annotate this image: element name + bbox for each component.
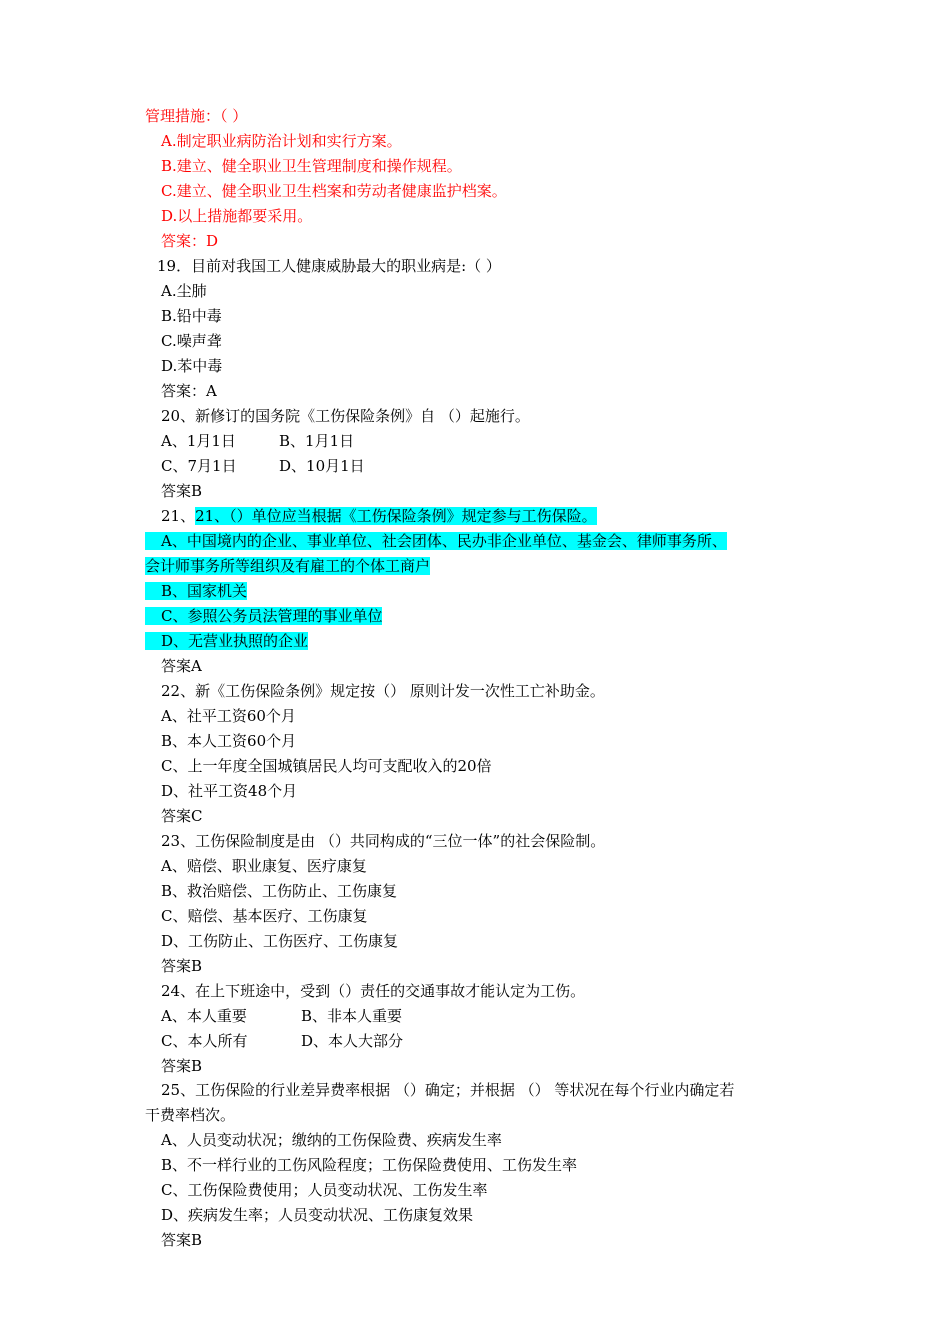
q19-stem: 19．目前对我国工人健康威胁最大的职业病是:（ ） [157, 257, 501, 275]
q20-option-d: D、10月1日 [279, 457, 365, 475]
q18-option-d: D.以上措施都要采用。 [161, 207, 313, 225]
q25-option-d: D、疾病发生率；人员变动状况、工伤康复效果 [161, 1206, 474, 1224]
q20-option-b: B、1月1日 [279, 432, 355, 450]
q19-answer: 答案：A [161, 382, 217, 400]
q18-option-b: B.建立、健全职业卫生管理制度和操作规程。 [161, 157, 462, 175]
q23-answer: 答案B [161, 957, 203, 975]
q19-option-c: C.噪声聋 [161, 332, 222, 350]
q25-option-b: B、不一样行业的工伤风险程度；工伤保险费使用、工伤发生率 [161, 1156, 578, 1174]
q20-answer: 答案B [161, 482, 203, 500]
q25-option-c: C、工伤保险费使用；人员变动状况、工伤发生率 [161, 1181, 488, 1199]
q25-stem-line2: 干费率档次。 [145, 1106, 236, 1124]
q19-option-a: A.尘肺 [161, 282, 207, 300]
q21-answer: 答案A [161, 657, 202, 675]
q18-stem: 管理措施：（ ） [145, 107, 248, 125]
q21-option-d [145, 629, 308, 654]
q21-option-d-text: D、无营业执照的企业 [145, 632, 308, 650]
q20-option-a: A、1月1日 [161, 432, 236, 450]
q22-answer: 答案C [161, 807, 203, 825]
q20-stem: 20、新修订的国务院《工伤保险条例》自 （）起施行。 [161, 407, 530, 425]
q24-options-row2 [161, 1029, 403, 1054]
q21-option-a-line2 [145, 554, 430, 579]
q22-option-a: A、社平工资60个月 [161, 707, 296, 725]
q23-stem: 23、工伤保险制度是由 （）共同构成的“三位一体”的社会保险制。 [161, 832, 606, 850]
q24-option-b: B、非本人重要 [301, 1007, 403, 1025]
q23-option-c: C、赔偿、基本医疗、工伤康复 [161, 907, 368, 925]
q20-options-row2 [161, 454, 365, 479]
q19-option-d: D.苯中毒 [161, 357, 223, 375]
q21-stem-number: 21、 [161, 507, 196, 525]
q23-option-b: B、救治赔偿、工伤防止、工伤康复 [161, 882, 398, 900]
q20-options-row1 [161, 429, 354, 454]
q25-answer: 答案B [161, 1231, 203, 1249]
q18-answer: 答案：D [161, 232, 219, 250]
q25-option-a: A、人员变动状况；缴纳的工伤保险费、疾病发生率 [161, 1131, 502, 1149]
q21-stem [161, 504, 597, 529]
q24-stem: 24、在上下班途中，受到（）责任的交通事故才能认定为工伤。 [161, 982, 586, 1000]
q24-option-d: D、本人大部分 [301, 1032, 404, 1050]
q25-stem-line1: 25、工伤保险的行业差异费率根据 （）确定；并根据 （） 等状况在每个行业内确定若 [161, 1081, 735, 1099]
q21-option-a-text2: 会计师事务所等组织及有雇工的个体工商户 [145, 557, 431, 575]
q21-stem-highlight: 21、（）单位应当根据《工伤保险条例》规定参与工伤保险。 [195, 507, 597, 525]
q21-option-b [145, 579, 247, 604]
q23-option-d: D、工伤防止、工伤医疗、工伤康复 [161, 932, 399, 950]
q24-options-row1 [161, 1004, 402, 1029]
q20-option-c: C、7月1日 [161, 457, 237, 475]
q22-stem: 22、新《工伤保险条例》规定按（） 原则计发一次性工亡补助金。 [161, 682, 605, 700]
q23-option-a: A、赔偿、职业康复、医疗康复 [161, 857, 367, 875]
q21-option-c-text: C、参照公务员法管理的事业单位 [145, 607, 382, 625]
q21-option-a-line1 [145, 529, 727, 554]
q21-option-c [145, 604, 382, 629]
q24-option-c: C、本人所有 [161, 1032, 248, 1050]
q22-option-d: D、社平工资48个月 [161, 782, 298, 800]
q24-option-a: A、本人重要 [161, 1007, 247, 1025]
q21-option-a-text1: A、中国境内的企业、事业单位、社会团体、民办非企业单位、基金会、律师事务所、 [145, 532, 727, 550]
q22-option-b: B、本人工资60个月 [161, 732, 297, 750]
q18-option-a: A.制定职业病防治计划和实行方案。 [161, 132, 402, 150]
q24-answer: 答案B [161, 1057, 203, 1075]
q21-option-b-text: B、国家机关 [145, 582, 247, 600]
q19-option-b: B.铅中毒 [161, 307, 222, 325]
q18-option-c: C.建立、健全职业卫生档案和劳动者健康监护档案。 [161, 182, 507, 200]
q22-option-c: C、上一年度全国城镇居民人均可支配收入的20倍 [161, 757, 492, 775]
